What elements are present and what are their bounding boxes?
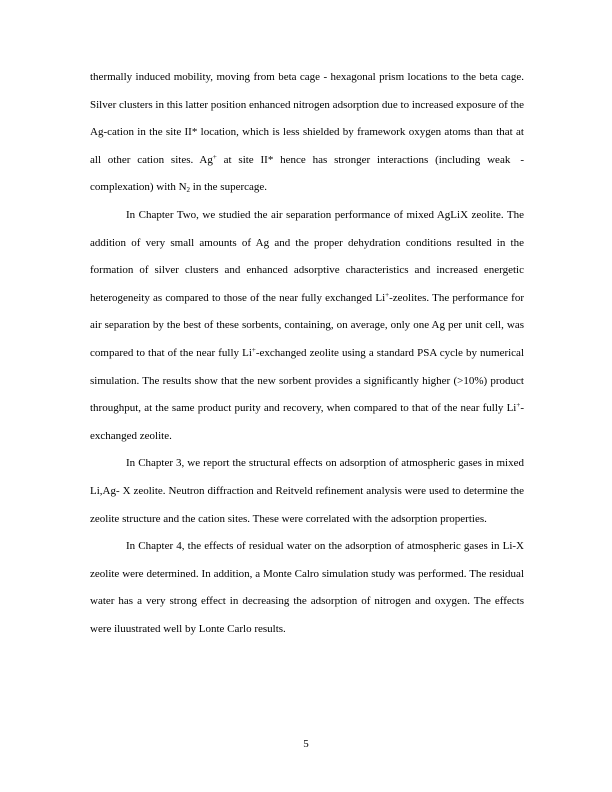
paragraph-1-text-c: -complexation) with N [90, 153, 524, 194]
page-number: 5 [303, 738, 309, 750]
paragraph-2-superscript-b: + [251, 345, 256, 354]
paragraph-1-text-b: at site II* hence has stronger interactions (including weak [216, 153, 511, 166]
paragraph-2-text-d: -exchanged zeolite. [90, 402, 524, 442]
paragraph-2 [90, 202, 524, 450]
paragraph-2-superscript-c: + [516, 401, 521, 410]
paragraph-2-text-b: -zeolites. The performance for air separation by the best of these sorbents, containing, on average, only one Ag per unit cell, was compared to that of the near fully Li [90, 291, 524, 359]
paragraph-1-text-a: thermally induced mobility, moving from beta cage - hexagonal prism locations to the beta cage. Silver clusters in this latter position enhanced nitrogen adsorption due to increased exposure of the Ag-cation in the site II* location, which is less shielded by framework oxygen atoms than that at all other cation sites. Ag [90, 71, 524, 166]
paragraph-1 [90, 64, 524, 202]
paragraph-1-text-d: in the supercage. [190, 181, 268, 194]
paragraph-1-subscript-c: 2 [186, 186, 191, 195]
paragraph-2-text-c: -exchanged zeolite using a standard PSA cycle by numerical simulation. The results show that the new sorbent provides a significantly higher (>10%) product throughput, at the same product purity and recovery, when compared to that of the near fully Li [90, 346, 524, 415]
paragraph-1-superscript-a: + [212, 152, 217, 161]
paragraph-2-text-a: In Chapter Two, we studied the air separation performance of mixed AgLiX zeolite. The addition of very small amounts of Ag and the proper dehydration conditions resulted in the formation of silver clusters and enhanced adsorptive characteristics and increased energetic heterogeneity as compared to those of the near fully exchanged Li [90, 208, 524, 304]
document-body [90, 64, 524, 643]
paragraph-2-superscript-a: + [385, 290, 390, 299]
paragraph-3: In Chapter 3, we report the structural effects on adsorption of atmospheric gases in mixed Li,Ag- X zeolite. Neutron diffraction and Reitveld refinement analysis were used to determine the zeolite structure and the cation sites. These were correlated with the adsorption properties. [90, 457, 524, 525]
paragraph-4: In Chapter 4, the effects of residual water on the adsorption of atmospheric gases in Li-X zeolite were determined. In addition, a Monte Calro simulation study was performed. The residual water has a very strong effect in decreasing the adsorption of nitrogen and oxygen. The effects were iluustrated well by Lonte Carlo results. [90, 540, 524, 635]
